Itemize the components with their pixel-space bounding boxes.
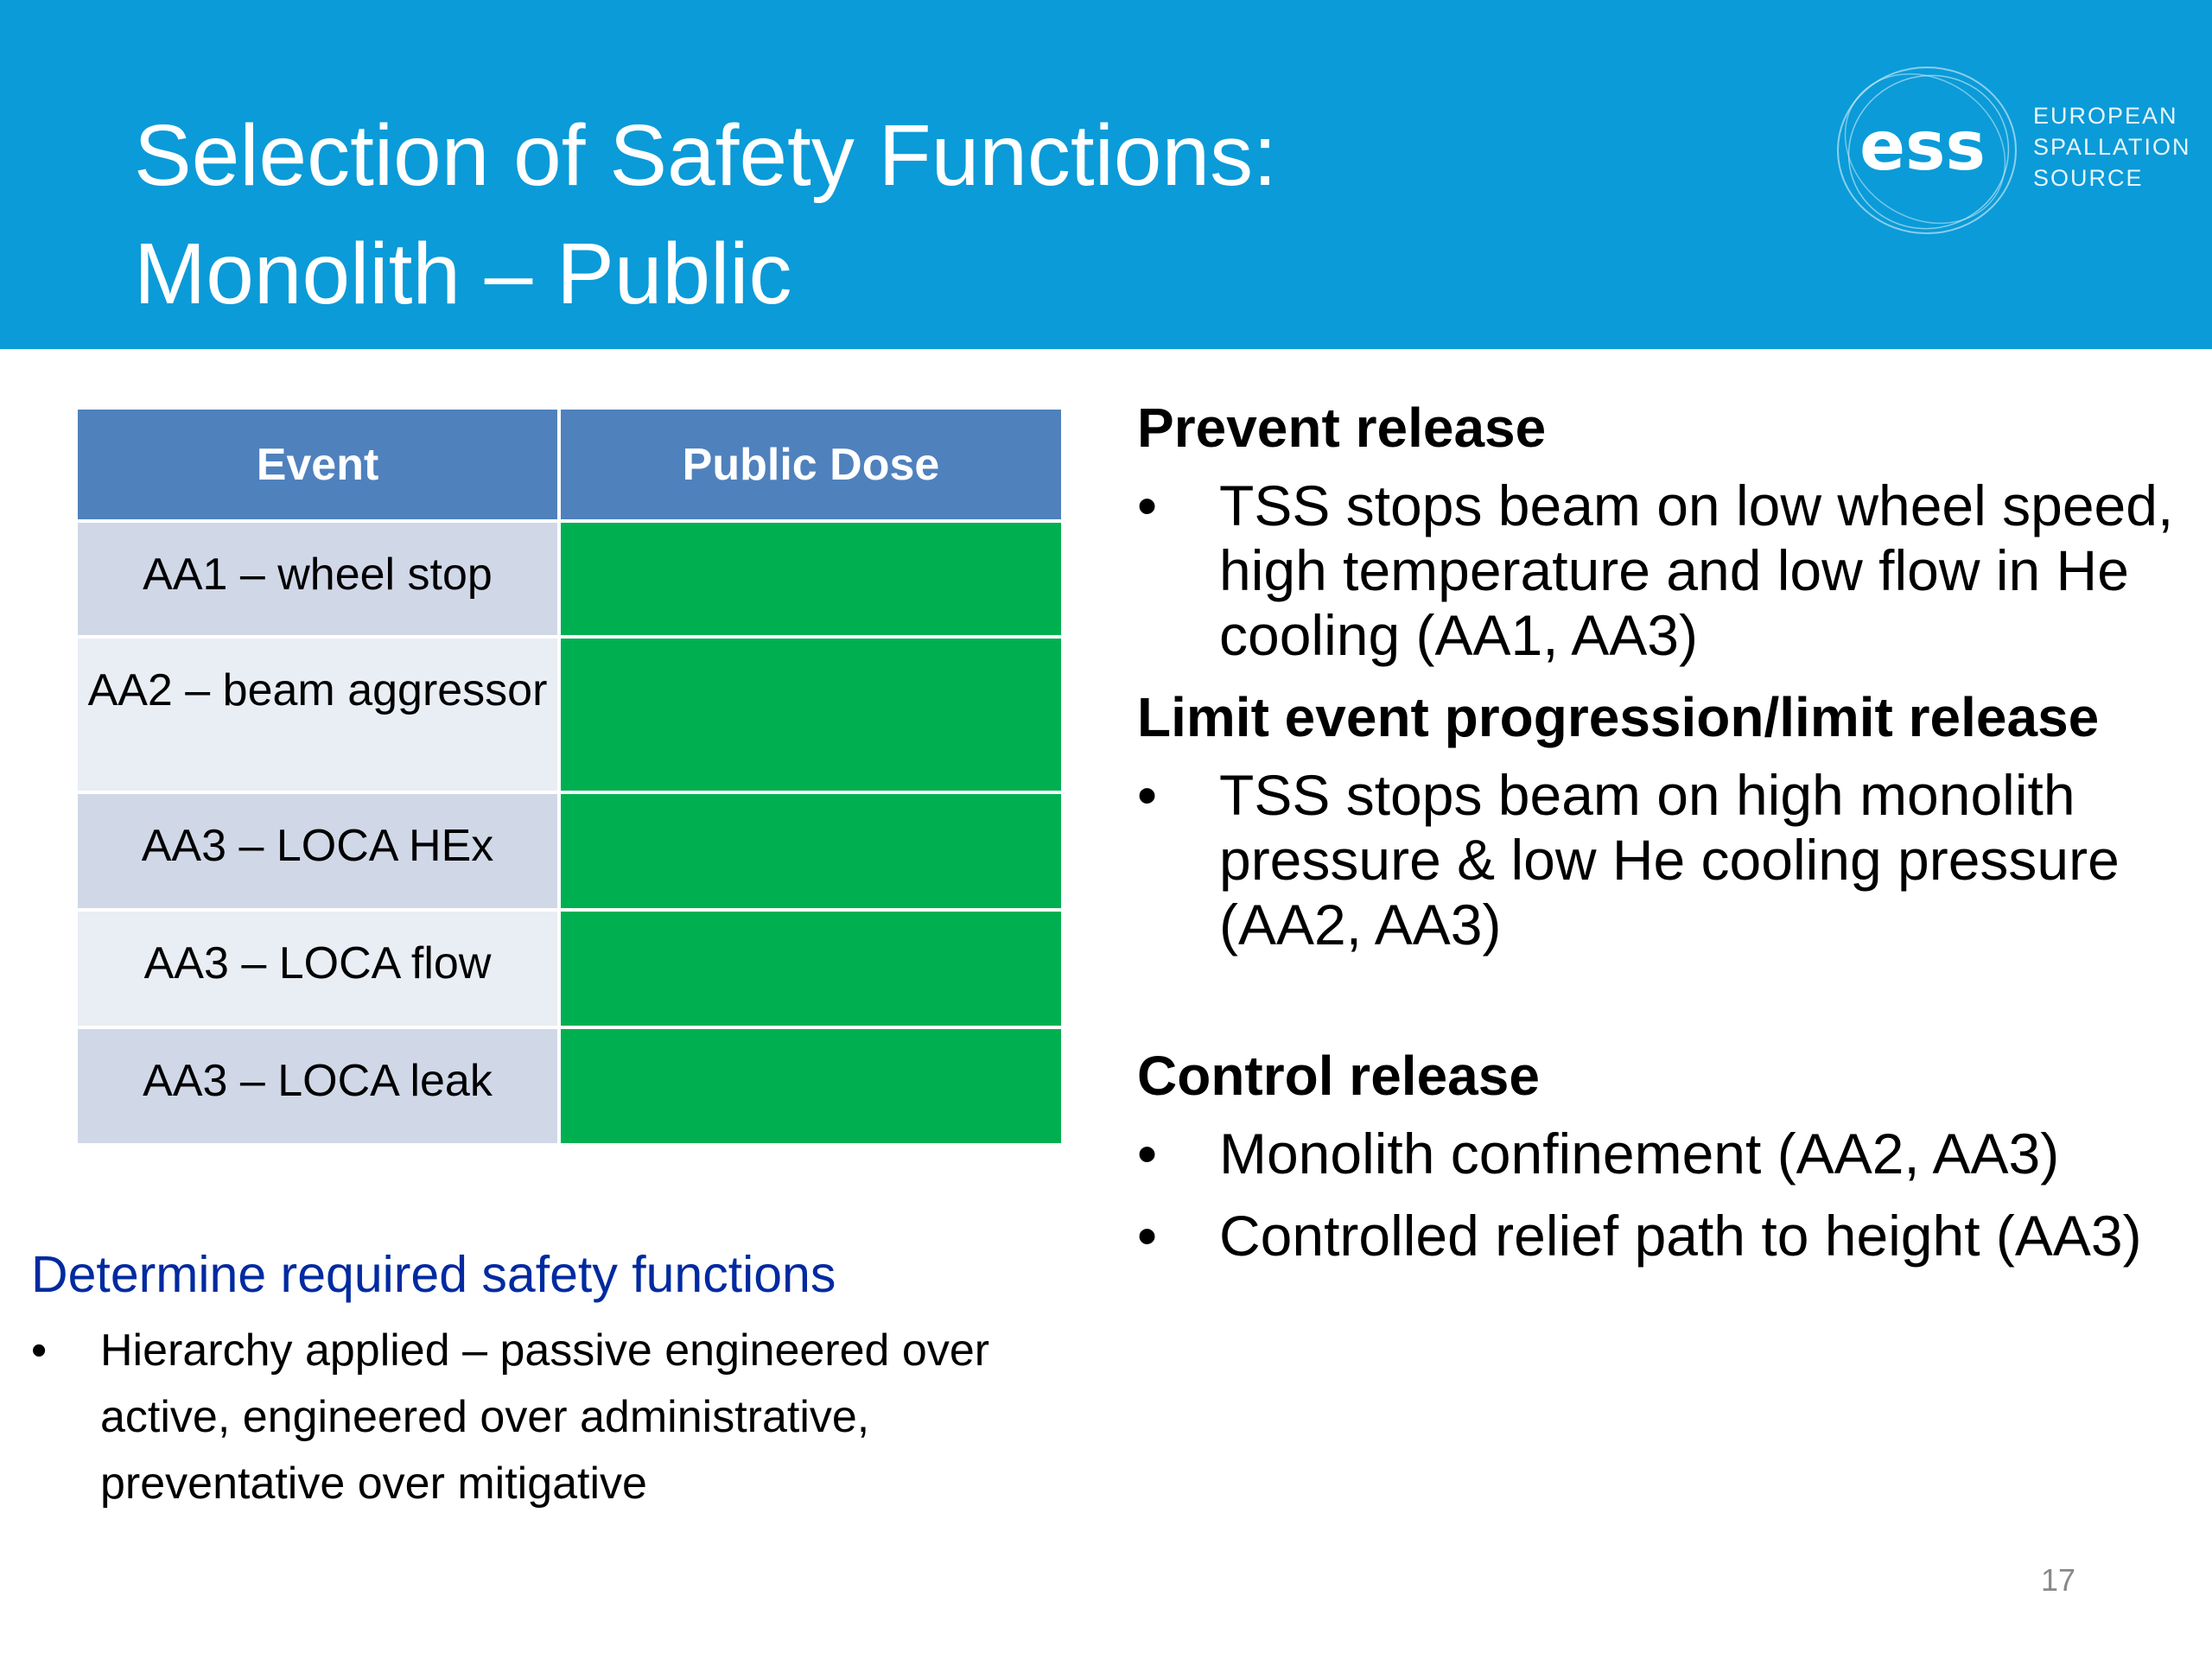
bullet-icon: • [1137,1122,1158,1185]
public-dose-cell [561,523,1061,635]
event-dose-table [74,406,1065,1147]
column-header-event: Event [78,410,557,519]
list-item [1137,763,2200,957]
measures-column [1137,396,2200,1268]
list-item-text: Controlled relief path to height (AA3) [1219,1204,2142,1268]
list-item [1137,1204,2200,1268]
public-dose-cell [561,1029,1061,1143]
prevent-release-list [1137,474,2200,668]
list-item [1137,474,2200,668]
bullet-icon: • [31,1325,48,1376]
logo-text-line-3: SOURCE [2033,165,2144,191]
list-item [1137,1122,2200,1186]
event-cell: AA3 – LOCA flow [78,912,557,1026]
table-row [78,912,1061,1026]
public-dose-cell [561,794,1061,908]
list-item-text: Monolith confinement (AA2, AA3) [1219,1122,2060,1185]
table-row [78,1029,1061,1143]
slide-title-line-2: Monolith – Public [134,226,792,322]
table-row [78,523,1061,635]
event-cell: AA1 – wheel stop [78,523,557,635]
list-item [31,1318,1103,1517]
slide-title-line-1: Selection of Safety Functions: [134,107,1277,204]
page-number: 17 [2041,1562,2076,1598]
slide-title [134,97,1776,334]
safety-functions-list [31,1318,1103,1517]
table-row [78,794,1061,908]
logo-text-line-1: EUROPEAN [2033,103,2178,129]
column-header-public-dose: Public Dose [561,410,1061,519]
control-release-list [1137,1122,2200,1268]
bullet-icon: • [1137,474,1158,537]
list-item-text: Hierarchy applied – passive engineered over active, engineered over administrative, preventative over mitigative [100,1325,990,1509]
event-cell: AA3 – LOCA HEx [78,794,557,908]
table-header-row [78,410,1061,519]
limit-release-list [1137,763,2200,957]
title-banner [0,0,2212,349]
ess-logo-mark [1832,57,2031,247]
bullet-icon: • [1137,1204,1158,1268]
list-item-text: TSS stops beam on high monolith pressure & low He cooling pressure (AA2, AA3) [1219,763,2120,957]
section-heading-prevent-release: Prevent release [1137,397,1547,459]
public-dose-cell [561,639,1061,791]
list-item-text: TSS stops beam on low wheel speed, high temperature and low flow in He cooling (AA1, AA3) [1219,474,2174,667]
table-row [78,639,1061,791]
ess-logo-text [2033,100,2191,194]
section-heading-control-release: Control release [1137,1045,1540,1107]
public-dose-cell [561,912,1061,1026]
event-cell: AA3 – LOCA leak [78,1029,557,1143]
ess-logo-letters: ess [1859,108,1986,186]
safety-functions-heading: Determine required safety functions [31,1246,836,1303]
section-heading-limit-event-progression: Limit event progression/limit release [1137,686,2100,748]
ess-logo [1832,57,2191,247]
logo-text-line-2: SPALLATION [2033,134,2191,160]
bullet-icon: • [1137,763,1158,827]
event-cell: AA2 – beam aggressor [78,639,557,791]
